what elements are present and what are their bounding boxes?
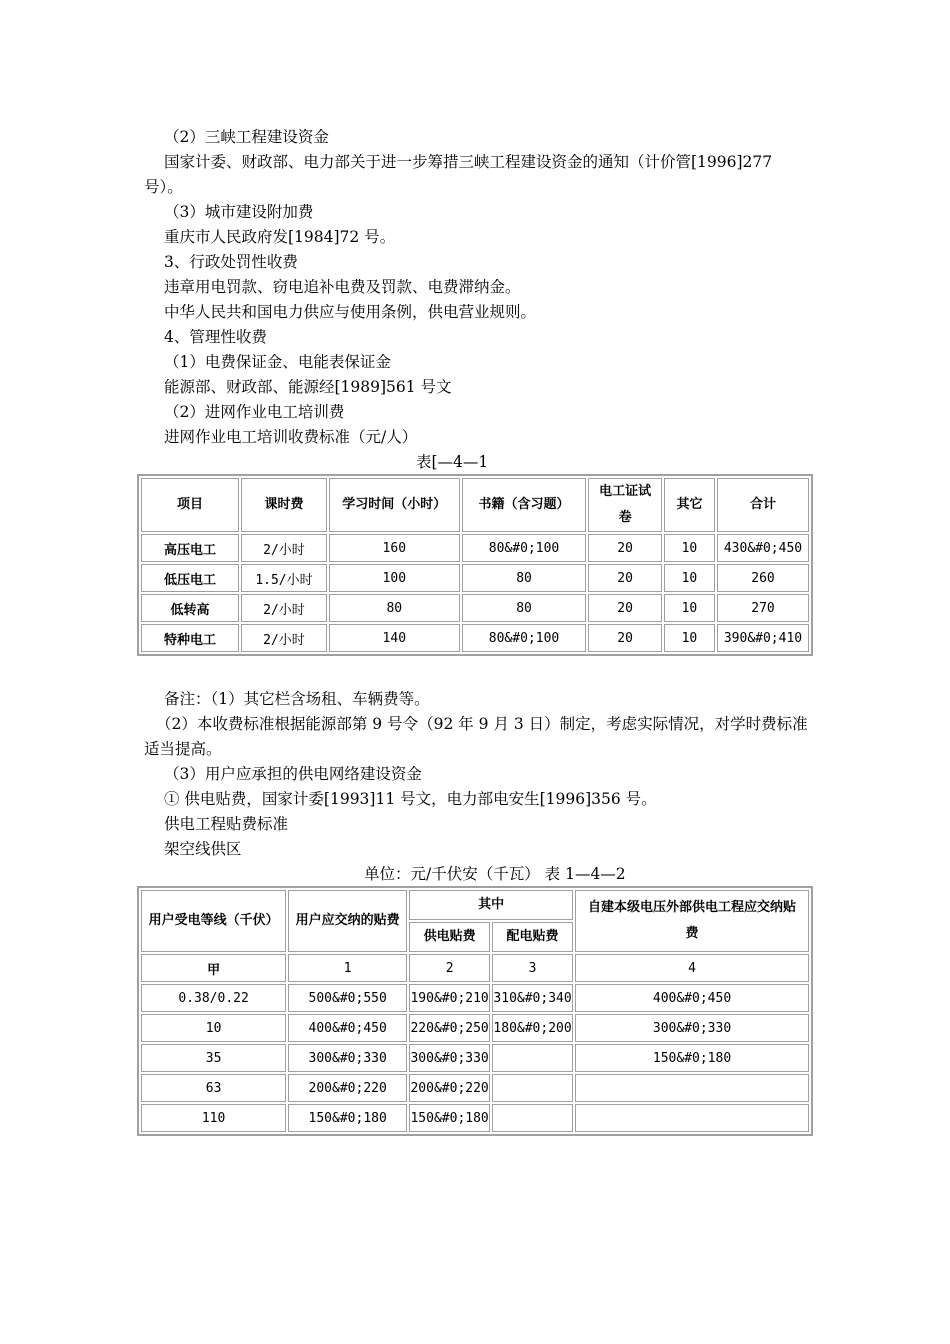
table2-header-among: 其中 (409, 890, 573, 920)
table1-header-exam-line2: 卷 (618, 510, 632, 525)
table2-cell: 150&#0;180 (288, 1104, 407, 1132)
table1-header-exam-line1: 电工证试 (599, 484, 652, 499)
table2-header-voltage-level: 用户受电等线（千伏） (141, 890, 286, 952)
table2-index-cell: 4 (575, 954, 809, 982)
table2-cell: 150&#0;180 (409, 1104, 490, 1132)
table1-cell: 390&#0;410 (717, 624, 809, 652)
training-fee-table (137, 474, 813, 656)
note-standard-basis: （2）本收费标准根据能源部第 9 号令（92 年 9 月 3 日）制定，考虑实际情况，对学时费标准 (156, 715, 808, 733)
table1-cell: 2/小时 (241, 594, 327, 622)
table2-index-row (141, 954, 809, 982)
table1-header-total: 合计 (717, 478, 809, 532)
table2-cell (492, 1104, 573, 1132)
para-three-gorges-notice: 国家计委、财政部、电力部关于进一步筹措三峡工程建设资金的通知（计价管[1996]277 (164, 153, 773, 171)
para-training-standard: 进网作业电工培训收费标准（元/人） (164, 428, 418, 446)
table1-cell: 高压电工 (141, 534, 239, 562)
table2-cell: 35 (141, 1044, 286, 1072)
table2-cell: 150&#0;180 (575, 1044, 809, 1072)
table2-cell: 310&#0;340 (492, 984, 573, 1012)
table2-header-self-built-line2: 费 (685, 926, 699, 941)
para-training-heading: （2）进网作业电工培训费 (164, 403, 345, 421)
table1-cell: 270 (717, 594, 809, 622)
table2-header-distribution-subsidy: 配电贴费 (492, 922, 573, 952)
table1-cell: 80 (329, 594, 460, 622)
table1-cell: 140 (329, 624, 460, 652)
para-deposit-heading: （1）电费保证金、电能表保证金 (164, 353, 391, 371)
para-management-heading: 4、管理性收费 (164, 328, 267, 346)
table2-cell: 180&#0;200 (492, 1014, 573, 1042)
table2-header-self-built (575, 890, 809, 952)
table-row (141, 1104, 809, 1132)
table-row (141, 1044, 809, 1072)
table2-cell: 300&#0;330 (409, 1044, 490, 1072)
table2-cell: 200&#0;220 (409, 1074, 490, 1102)
table-row (141, 1074, 809, 1102)
table1-cell: 10 (664, 564, 715, 592)
table2-cell: 110 (141, 1104, 286, 1132)
table1-header-study-hours: 学习时间（小时） (329, 478, 460, 532)
table-row (141, 534, 809, 562)
table2-cell: 200&#0;220 (288, 1074, 407, 1102)
table-row (141, 1014, 809, 1042)
table2-cell: 190&#0;210 (409, 984, 490, 1012)
table2-cell: 300&#0;330 (288, 1044, 407, 1072)
para-penalty-items: 违章用电罚款、窃电追补电费及罚款、电费滞纳金。 (164, 278, 521, 296)
table2-cell: 500&#0;550 (288, 984, 407, 1012)
table2-index-cell: 2 (409, 954, 490, 982)
para-three-gorges-heading: （2）三峡工程建设资金 (164, 128, 329, 146)
table2-header-self-built-line1: 自建本级电压外部供电工程应交纳贴 (588, 900, 797, 915)
note-overhead-area: 架空线供区 (164, 840, 242, 858)
table1-cell: 1.5/小时 (241, 564, 327, 592)
table-row (141, 624, 809, 652)
table2-cell (575, 1104, 809, 1132)
table2-cell (492, 1044, 573, 1072)
table2-index-cell: 甲 (141, 954, 286, 982)
table2-index-cell: 3 (492, 954, 573, 982)
table1-cell: 100 (329, 564, 460, 592)
table1-cell: 80 (462, 564, 587, 592)
table1-cell: 80&#0;100 (462, 534, 587, 562)
table1-cell: 10 (664, 534, 715, 562)
table1-cell: 260 (717, 564, 809, 592)
table1-cell: 20 (588, 624, 662, 652)
para-penalty-heading: 3、行政处罚性收费 (164, 253, 298, 271)
table2-index-cell: 1 (288, 954, 407, 982)
table1-header-item: 项目 (141, 478, 239, 532)
table1-cell: 20 (588, 564, 662, 592)
table2-cell: 220&#0;250 (409, 1014, 490, 1042)
table-row (141, 564, 809, 592)
table1-header-books: 书籍（含习题） (462, 478, 587, 532)
table1-header-class-fee: 课时费 (241, 478, 327, 532)
table1-cell: 160 (329, 534, 460, 562)
table1-cell: 低转高 (141, 594, 239, 622)
table1-caption: 表[—4—1 (416, 453, 489, 471)
para-regulations: 中华人民共和国电力供应与使用条例，供电营业规则。 (164, 303, 537, 321)
table-row (141, 594, 809, 622)
table1-cell: 10 (664, 624, 715, 652)
table2-caption: 单位：元/千伏安（千瓦） 表 1—4—2 (364, 865, 626, 883)
table1-cell: 430&#0;450 (717, 534, 809, 562)
table1-cell: 20 (588, 534, 662, 562)
table2-cell: 400&#0;450 (288, 1014, 407, 1042)
table1-cell: 80 (462, 594, 587, 622)
note-network-funds-heading: （3）用户应承担的供电网络建设资金 (164, 765, 422, 783)
table2-cell: 300&#0;330 (575, 1014, 809, 1042)
table2-cell (575, 1074, 809, 1102)
para-chongqing-doc: 重庆市人民政府发[1984]72 号。 (164, 228, 396, 246)
table2-cell: 400&#0;450 (575, 984, 809, 1012)
table2-header-supply-subsidy: 供电贴费 (409, 922, 490, 952)
table-row (141, 984, 809, 1012)
table1-cell: 20 (588, 594, 662, 622)
para-deposit-doc: 能源部、财政部、能源经[1989]561 号文 (164, 378, 452, 396)
table2-cell: 63 (141, 1074, 286, 1102)
table1-cell: 特种电工 (141, 624, 239, 652)
table1-header-exam (588, 478, 662, 532)
subsidy-standard-table (137, 886, 813, 1136)
note-other-column: 备注：（1）其它栏含场租、车辆费等。 (164, 690, 430, 708)
table1-cell: 2/小时 (241, 624, 327, 652)
table1-cell: 低压电工 (141, 564, 239, 592)
table1-cell: 10 (664, 594, 715, 622)
table1-header-row (141, 478, 809, 532)
table1-header-other: 其它 (664, 478, 715, 532)
note-subsidy-standard: 供电工程贴费标准 (164, 815, 289, 833)
para-city-surcharge-heading: （3）城市建设附加费 (164, 203, 314, 221)
note-supply-subsidy-doc: ① 供电贴费，国家计委[1993]11 号文，电力部电安生[1996]356 号。 (164, 790, 657, 808)
table1-cell: 2/小时 (241, 534, 327, 562)
table2-header-user-fee: 用户应交纳的贴费 (288, 890, 407, 952)
para-three-gorges-notice-cont: 号）。 (144, 178, 183, 196)
table2-cell: 10 (141, 1014, 286, 1042)
table2-cell: 0.38/0.22 (141, 984, 286, 1012)
note-standard-basis-cont: 适当提高。 (144, 740, 222, 758)
table2-header-row-1 (141, 890, 809, 920)
table2-cell (492, 1074, 573, 1102)
table1-cell: 80&#0;100 (462, 624, 587, 652)
